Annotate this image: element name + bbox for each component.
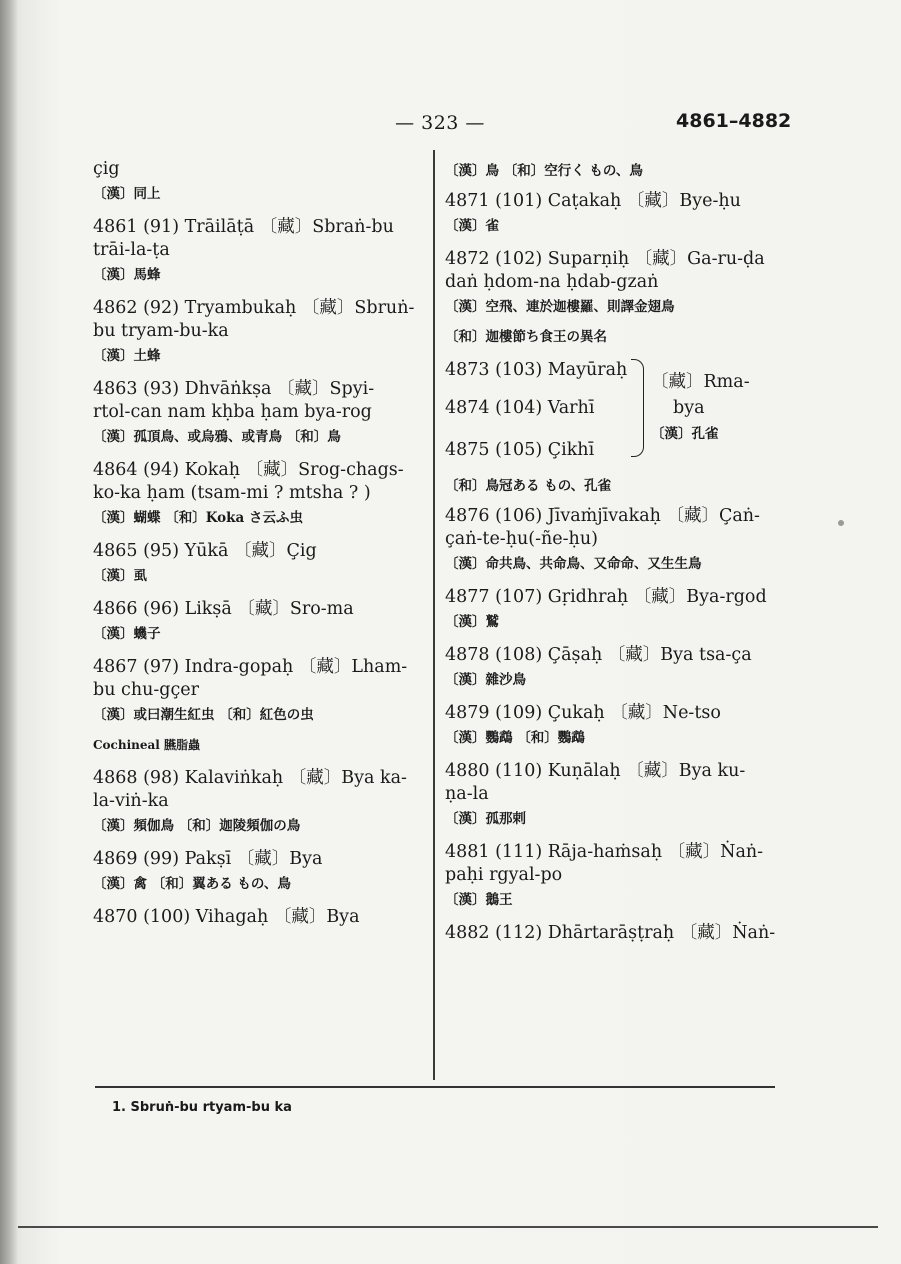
entry-range: 4861–4882 xyxy=(676,110,792,132)
chinese-gloss: 〔漢〕命共鳥、共命鳥、又命命、又生生鳥 xyxy=(445,556,702,572)
left-column xyxy=(93,158,423,940)
entry-continuation-line: rtol-can nam kḥba ḥam bya-rog xyxy=(93,402,372,422)
chinese-gloss: 〔漢〕雜沙鳥 xyxy=(445,672,526,688)
brace-tibetan-cont: bya xyxy=(673,398,705,418)
entry-cig-continued xyxy=(93,158,423,205)
entry-headword-line: 4864 (94) Kokaḥ 〔藏〕Srog-chags- xyxy=(93,460,404,480)
entry-4869 xyxy=(93,848,423,895)
entry-4872 xyxy=(445,248,780,348)
brace-chinese: 〔漢〕孔雀 xyxy=(651,426,719,442)
chinese-gloss: 〔漢〕或曰潮生紅虫 〔和〕紅色の虫 xyxy=(93,707,314,723)
entry-continuation-line: la-viṅ-ka xyxy=(93,791,169,811)
entry-headword-line: 4865 (95) Yūkā 〔藏〕Çig xyxy=(93,541,317,561)
entry-4880 xyxy=(445,760,780,830)
japanese-gloss: 〔和〕迦樓節ち食王の異名 xyxy=(445,329,607,345)
entry-continuation-line: bu chu-gçer xyxy=(93,680,200,700)
brace-tibetan: 〔藏〕Rma- xyxy=(651,372,750,392)
entry-headword-line: 4861 (91) Trāilāṭā 〔藏〕Sbraṅ-bu xyxy=(93,217,394,237)
chinese-gloss: 〔漢〕鵝王 xyxy=(445,892,513,908)
chinese-gloss: 〔漢〕頻伽鳥 〔和〕迦陵頻伽の鳥 xyxy=(93,818,301,834)
entry-headword-line: 4869 (99) Pakṣī 〔藏〕Bya xyxy=(93,849,323,869)
chinese-gloss: 〔漢〕虱 xyxy=(93,568,147,584)
chinese-gloss: 〔漢〕蝴蝶 〔和〕Koka さ云ふ虫 xyxy=(93,510,303,526)
entry-continuation-line: bu tryam-bu-ka xyxy=(93,321,229,341)
entry-headword-line: 4866 (96) Likṣā 〔藏〕Sro-ma xyxy=(93,599,354,619)
chinese-gloss: 〔漢〕土蜂 xyxy=(93,348,161,364)
chinese-gloss: 〔漢〕馬蜂 xyxy=(93,267,161,283)
entry-continuation-line: ko-ka ḥam (tsam-mi ? mtsha ? ) xyxy=(93,483,371,503)
entry-4871 xyxy=(445,190,780,237)
entry-headword-line: 4877 (107) Gṛidhraḥ 〔藏〕Bya-rgod xyxy=(445,587,767,607)
footnote-rule xyxy=(95,1086,775,1088)
entry-4863 xyxy=(93,378,423,448)
entry-4868 xyxy=(93,767,423,837)
chinese-gloss: 〔漢〕孤那剌 xyxy=(445,811,526,827)
chinese-gloss: 〔漢〕同上 xyxy=(93,186,161,202)
binding-shadow xyxy=(0,0,18,1264)
chinese-gloss: 〔漢〕孤頂鳥、或烏鴉、或青鳥 〔和〕鳥 xyxy=(93,429,341,445)
entry-4877 xyxy=(445,586,780,633)
entry-4875-line: 4875 (105) Çikhī xyxy=(445,440,595,460)
entry-continuation-line: trāi-la-ṭa xyxy=(93,240,170,260)
page-bottom-edge xyxy=(18,1226,878,1228)
right-column xyxy=(445,158,780,956)
entry-4873-line: 4873 (103) Mayūraḥ xyxy=(445,360,628,380)
chinese-gloss: 〔漢〕鸚鵡 〔和〕鸚鵡 xyxy=(445,730,585,746)
entry-headword-line: 4882 (112) Dhārtarāṣṭraḥ 〔藏〕Ṅaṅ- xyxy=(445,923,776,943)
entry-4876 xyxy=(445,505,780,575)
entry-4874-line: 4874 (104) Varhī xyxy=(445,398,595,418)
entry-continuation-line: daṅ ḥdom-na ḥdab-gzaṅ xyxy=(445,272,659,292)
entry-line: çig xyxy=(93,159,120,179)
chinese-gloss: Cochineal 臙脂蟲 xyxy=(93,738,201,752)
entry-continuation-line: çaṅ-te-ḥu(-ñe-ḥu) xyxy=(445,529,598,549)
entry-4879 xyxy=(445,702,780,749)
entry-headword-line: 4880 (110) Kuṇālaḥ 〔藏〕Bya ku- xyxy=(445,761,746,781)
entry-4866 xyxy=(93,598,423,645)
scan-speck xyxy=(838,520,844,526)
page-number: — 323 — xyxy=(395,112,485,134)
entry-headword-line: 4872 (102) Suparṇiḥ 〔藏〕Ga-ru-ḍa xyxy=(445,249,765,269)
chinese-gloss: 〔漢〕蟣子 xyxy=(93,626,161,642)
chinese-gloss: 〔漢〕禽 〔和〕翼ある もの、鳥 xyxy=(93,876,291,892)
chinese-gloss: 〔漢〕雀 xyxy=(445,218,499,234)
entry-4865 xyxy=(93,540,423,587)
entry-4867 xyxy=(93,656,423,756)
entry-4864 xyxy=(93,459,423,529)
entry-headword-line: 4876 (106) Jīvaṁjīvakaḥ 〔藏〕Çaṅ- xyxy=(445,506,760,526)
entry-headword-line: 4862 (92) Tryambukaḥ 〔藏〕Sbruṅ- xyxy=(93,298,415,318)
entry-4861 xyxy=(93,216,423,286)
chinese-gloss: 〔漢〕鷲 xyxy=(445,614,499,630)
entry-headword-line: 4871 (101) Caṭakaḥ 〔藏〕Bye-ḥu xyxy=(445,191,741,211)
entry-4882 xyxy=(445,922,780,945)
column-divider xyxy=(433,150,435,1080)
entry-headword-line: 4863 (93) Dhvāṅkṣa 〔藏〕Spyi- xyxy=(93,379,375,399)
entry-headword-line: 4879 (109) Çukaḥ 〔藏〕Ne-tso xyxy=(445,703,721,723)
entry-headword-line: 4881 (111) Rāja-haṁsaḥ 〔藏〕Ṅaṅ- xyxy=(445,842,764,862)
entry-4878 xyxy=(445,644,780,691)
entry-continuation-line: ṇa-la xyxy=(445,784,489,804)
chinese-gloss: 〔漢〕鳥 〔和〕空行く もの、鳥 xyxy=(445,163,643,179)
entry-4862 xyxy=(93,297,423,367)
footnote: 1. Sbruṅ-bu rtyam-bu ka xyxy=(112,1100,292,1115)
entry-headword-line: 4867 (97) Indra-gopaḥ 〔藏〕Lham- xyxy=(93,657,408,677)
chinese-gloss: 〔漢〕空飛、連於迦樓羅、則譯金翅鳥 xyxy=(445,299,675,315)
entry-4881 xyxy=(445,841,780,911)
entry-continuation-line: paḥi rgyal-po xyxy=(445,865,563,885)
entry-headword-line: 4870 (100) Vihagaḥ 〔藏〕Bya xyxy=(93,907,360,927)
entry-headword-line: 4868 (98) Kalaviṅkaḥ 〔藏〕Bya ka- xyxy=(93,768,407,788)
entry-4870 xyxy=(93,906,423,929)
curly-brace xyxy=(631,359,644,457)
japanese-gloss: 〔和〕鳥冠ある もの、孔雀 xyxy=(445,478,612,494)
entry-headword-line: 4878 (108) Çāṣaḥ 〔藏〕Bya tsa-ça xyxy=(445,645,752,665)
brace-group-peacock xyxy=(445,359,780,469)
